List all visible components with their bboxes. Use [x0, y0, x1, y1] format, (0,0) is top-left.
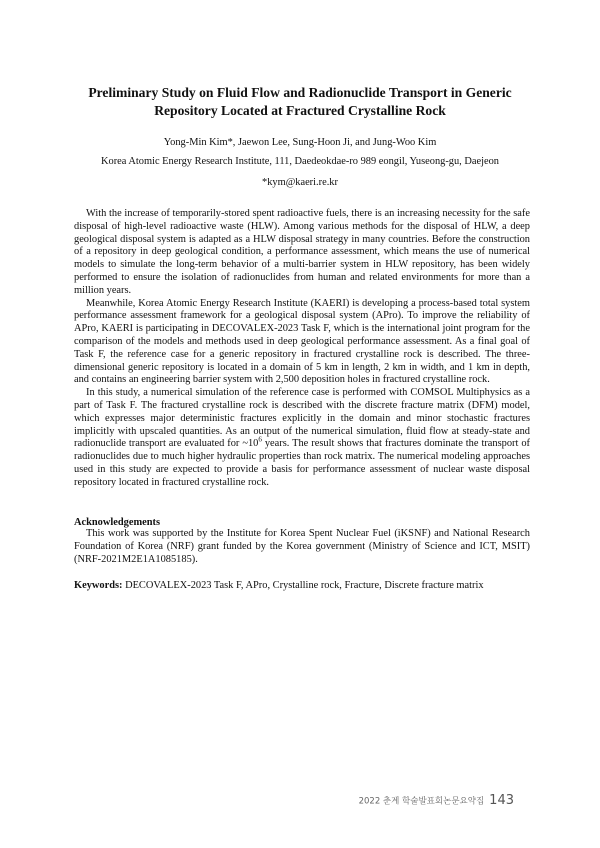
paper-title — [60, 84, 540, 120]
keywords-text: DECOVALEX-2023 Task F, APro, Crystalline rock, Fracture, Discrete fracture matrix — [122, 580, 484, 591]
paragraph-3-text-start: In this study, a numerical simulation of the reference case is performed with COMSOL Multiphysics as a part of Task F. The fractured crystalline rock is described with the discrete fracture matrix (DFM) model, which expresses major deterministic fractures explicitly in the domain and minor stochastic fractures implicitly with upscaled quantities. As an output of the numerical simulation, fluid flow at steady-state and radionuclide transport are evaluated for ~10 — [74, 387, 530, 450]
abstract-paragraph-1: With the increase of temporarily-stored spent radioactive fuels, there is an increasing necessity for the safe disposal of high-level radioactive waste (HLW). Among various methods for the disposal of HLW, a deep geological disposal system is adapted as a HLW disposal strategy in many countries. Before the construction of a repository in deep geological condition, a performance assessment, which means the use of numerical models to simulate the long-term behavior of a multi-barrier system in HLW repository, has been widely performed to ensure the isolation of radionuclides from human and related environments for more than a million years. — [74, 208, 530, 296]
title-line-1: Preliminary Study on Fluid Flow and Radionuclide Transport in Generic — [88, 85, 512, 100]
paragraph-3-text-end: years. The result shows that fractures dominate the transport of radionuclides due to much higher hydraulic properties than rock matrix. The numerical modeling approaches used in this study are expected to provide a basis for performance assessment of nuclear waste disposal repository located in fractured crystalline rock. — [74, 438, 531, 488]
keywords-label: Keywords: — [74, 580, 123, 591]
page-number: 143 — [489, 793, 514, 808]
page-footer — [359, 790, 514, 809]
keywords-line — [74, 579, 530, 592]
author-list: Yong-Min Kim*, Jaewon Lee, Sung-Hoon Ji, and Jung-Woo Kim — [163, 137, 437, 148]
abstract-paragraph-3 — [74, 387, 530, 489]
affiliation: Korea Atomic Energy Research Institute, 111, Daedeokdae-ro 989 eongil, Yuseong-gu, Daejeon — [101, 156, 499, 167]
corresponding-email: *kym@kaeri.re.kr — [262, 177, 338, 188]
title-line-2: Repository Located at Fractured Crystalline Rock — [154, 103, 446, 118]
proceedings-title: 2022 춘계 학술발표회논문요약집 — [358, 796, 485, 807]
acknowledgements-heading: Acknowledgements — [74, 517, 161, 528]
abstract-body — [74, 208, 530, 490]
abstract-paragraph-2: Meanwhile, Korea Atomic Energy Research Institute (KAERI) is developing a process-based total system performance assessment framework for a geological disposal system (APro). To improve the reliability of APro, KAERI is participating in DECOVALEX-2023 Task F, which is the international joint program for the comparison of the models and methods used in deep geological performance assessment. As a final goal of Task F, the reference case for a generic repository in fractured crystalline rock is described. The three-dimensional generic repository is located in a domain of 5 km in length, 2 km in width, and 1 km in depth, and contains an engineering barrier system with 2,500 deposition holes in fractured crystalline rock. — [74, 297, 530, 386]
acknowledgements-body: This work was supported by the Institute for Korea Spent Nuclear Fuel (iKSNF) and National Research Foundation of Korea (NRF) grant funded by the Korea government (Ministry of Science and ICT, MSIT) (NRF-2021M2E1A1085185). — [74, 528, 530, 565]
exponent-superscript: 6 — [258, 435, 262, 444]
